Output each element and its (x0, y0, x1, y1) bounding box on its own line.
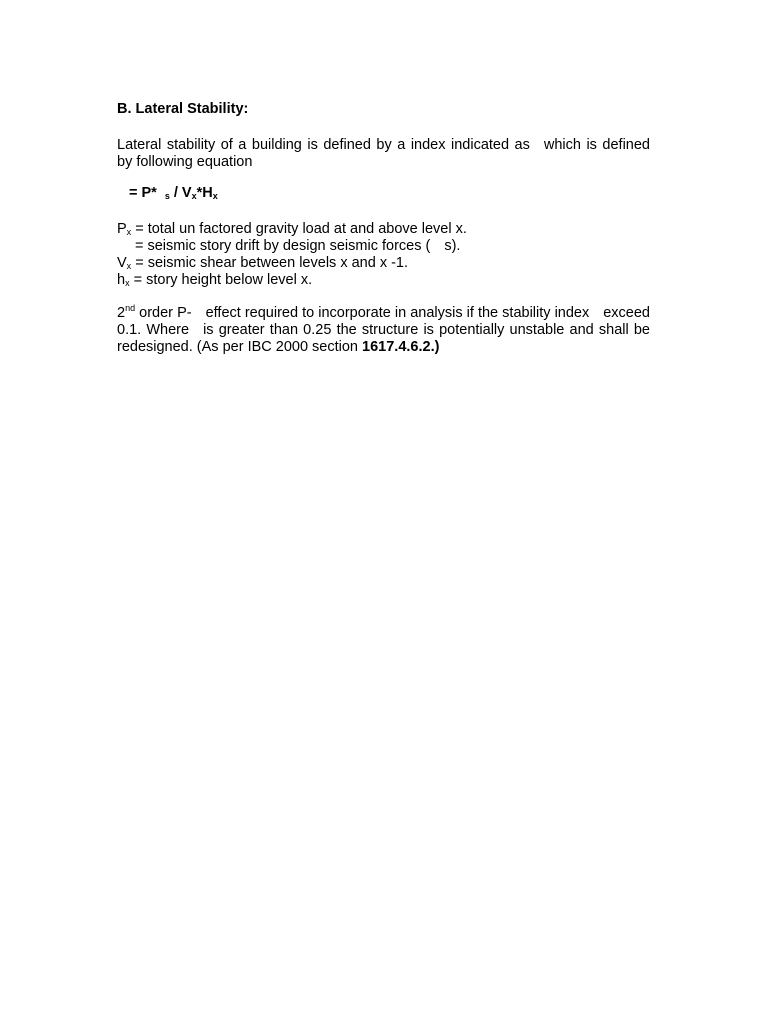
section-heading: B. Lateral Stability: (117, 101, 249, 117)
definition-hx (117, 272, 467, 289)
definition-delta (117, 238, 467, 255)
hx-sub: x (125, 278, 130, 288)
equation-sub-x1: x (191, 191, 197, 201)
equation-sub-x2: x (212, 191, 218, 201)
px-sub: x (126, 227, 132, 237)
definitions-list (117, 221, 467, 289)
intro-paragraph (117, 137, 650, 171)
equation-lhs: = P* (129, 185, 157, 201)
px-symbol: P (117, 221, 127, 237)
intro-text-part1: Lateral stability of a building is defined by a index indicated as (117, 137, 530, 153)
note-part4: is greater than 0.25 the structure is potentially unstable and shall be redesigned. (As per IBC 2000 section (117, 322, 650, 355)
note-part3: exceed 0.1. Where (117, 305, 650, 338)
equation-sub-s: s (164, 191, 170, 201)
section-reference: 1617.4.6.2.) (362, 339, 440, 355)
hx-text: = story height below level x. (133, 272, 313, 288)
vx-symbol: V (117, 255, 127, 271)
equation-mid: / V (173, 185, 192, 201)
order-sup: nd (125, 303, 136, 313)
px-text: = total un factored gravity load at and above level x. (135, 221, 467, 237)
stability-equation (129, 185, 218, 201)
hx-symbol: h (117, 272, 126, 288)
definition-vx (117, 255, 467, 272)
intro-text-part2: which is defined by following equation (117, 137, 650, 170)
vx-text: = seismic shear between levels x and x -1. (135, 255, 409, 271)
delta-close: s). (444, 238, 461, 254)
pdelta-note-paragraph (117, 305, 650, 356)
definition-px (117, 221, 467, 238)
equation-star-h: *H (196, 185, 213, 201)
note-part2: effect required to incorporate in analysis if the stability index (205, 305, 590, 321)
note-part1: order P- (139, 305, 192, 321)
order-num: 2 (117, 305, 126, 321)
delta-text: = seismic story drift by design seismic forces ( (135, 238, 431, 254)
vx-sub: x (126, 261, 132, 271)
